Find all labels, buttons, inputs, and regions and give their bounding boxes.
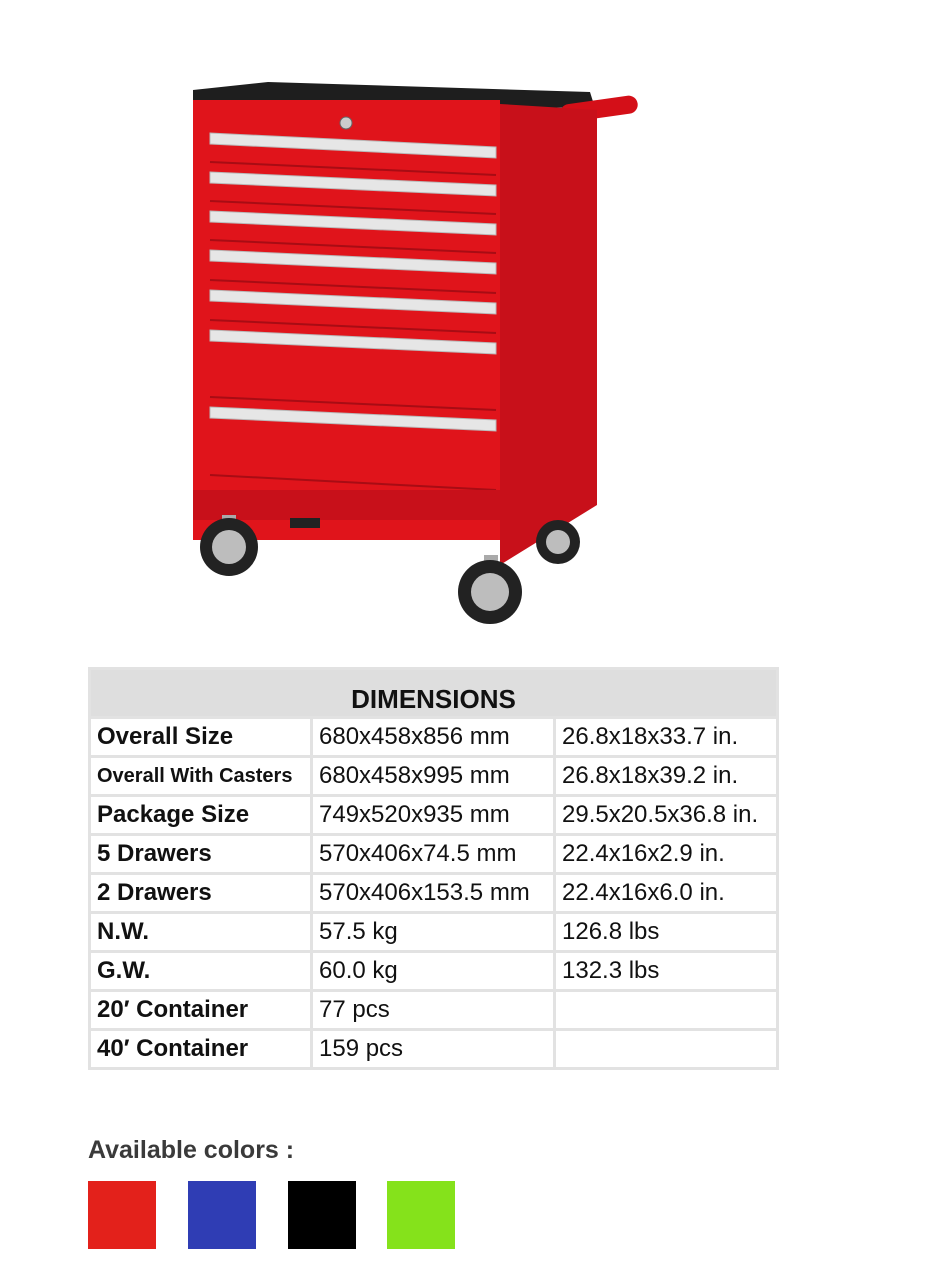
row-label: Overall Size [90,718,312,757]
table-row [90,952,778,991]
color-swatch-blue[interactable] [188,1181,256,1249]
table-header-row [90,669,778,718]
imperial-value: 132.3 lbs [555,952,778,991]
imperial-value [555,1030,778,1069]
row-label: G.W. [90,952,312,991]
row-label: Package Size [90,796,312,835]
imperial-value: 26.8x18x39.2 in. [555,757,778,796]
color-swatch-black[interactable] [288,1181,356,1249]
row-label: Overall With Casters [90,757,312,796]
color-swatch-red[interactable] [88,1181,156,1249]
imperial-value: 26.8x18x33.7 in. [555,718,778,757]
imperial-value: 29.5x20.5x36.8 in. [555,796,778,835]
imperial-value: 126.8 lbs [555,913,778,952]
table-row [90,1030,778,1069]
table-row [90,835,778,874]
imperial-value [555,991,778,1030]
row-label: 40′ Container [90,1030,312,1069]
table-title: DIMENSIONS [90,669,778,718]
metric-value: 680x458x856 mm [312,718,555,757]
metric-value: 60.0 kg [312,952,555,991]
metric-value: 159 pcs [312,1030,555,1069]
imperial-value: 22.4x16x6.0 in. [555,874,778,913]
table-row [90,991,778,1030]
metric-value: 57.5 kg [312,913,555,952]
metric-value: 570x406x153.5 mm [312,874,555,913]
metric-value: 749x520x935 mm [312,796,555,835]
color-swatch-green[interactable] [387,1181,455,1249]
table-row [90,718,778,757]
metric-value: 77 pcs [312,991,555,1030]
metric-value: 570x406x74.5 mm [312,835,555,874]
row-label: 5 Drawers [90,835,312,874]
available-colors-heading: Available colors : [88,1136,295,1164]
row-label: 2 Drawers [90,874,312,913]
table-row [90,757,778,796]
table-row [90,874,778,913]
row-label: 20′ Container [90,991,312,1030]
table-row [90,796,778,835]
metric-value: 680x458x995 mm [312,757,555,796]
imperial-value: 22.4x16x2.9 in. [555,835,778,874]
row-label: N.W. [90,913,312,952]
dimensions-table [88,667,779,1070]
table-row [90,913,778,952]
